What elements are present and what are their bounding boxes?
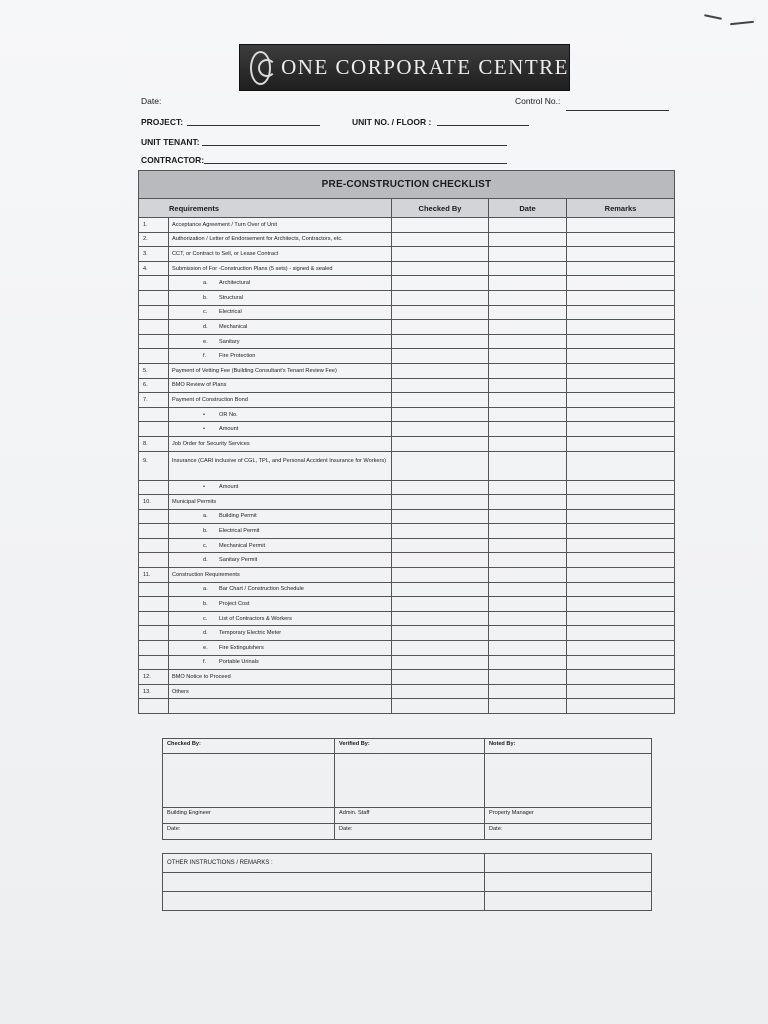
checked-by-cell[interactable] — [392, 524, 489, 539]
checked-by-cell[interactable] — [392, 480, 489, 495]
checked-by-cell[interactable] — [392, 290, 489, 305]
checked-by-signature-box[interactable] — [163, 754, 335, 808]
requirement-text: Electrical — [219, 309, 242, 316]
signoff-date-field[interactable]: Date: — [335, 824, 485, 840]
date-cell[interactable] — [489, 699, 567, 714]
requirement-cell — [169, 422, 392, 437]
requirement-text: Electrical Permit — [219, 528, 260, 535]
checklist-row — [139, 699, 675, 714]
date-cell[interactable] — [489, 641, 567, 656]
signoff-date-field[interactable]: Date: — [163, 824, 335, 840]
role-building-engineer: Building Engineer — [163, 808, 335, 824]
requirement-cell — [169, 597, 392, 612]
date-cell[interactable] — [489, 232, 567, 247]
requirement-text: Submission of For -Construction Plans (5 sets) - signed & sealed — [172, 265, 333, 272]
logo-emblem-icon — [250, 51, 271, 85]
checked-by-cell[interactable] — [392, 436, 489, 451]
checked-by-cell[interactable] — [392, 276, 489, 291]
row-number: 9. — [139, 451, 169, 480]
checklist-row — [139, 553, 675, 568]
checked-by-cell[interactable] — [392, 363, 489, 378]
checked-by-cell[interactable] — [392, 261, 489, 276]
remarks-cell[interactable] — [567, 568, 675, 583]
checklist-row — [139, 684, 675, 699]
remarks-cell[interactable] — [567, 480, 675, 495]
requirement-text: Sanitary Permit — [219, 557, 258, 564]
date-label: Date: — [141, 96, 162, 106]
requirement-text: Acceptance Agreement / Turn Over of Unit — [172, 221, 278, 228]
row-number: 4. — [139, 261, 169, 276]
checked-by-cell[interactable] — [392, 334, 489, 349]
requirement-cell — [169, 290, 392, 305]
remarks-cell[interactable] — [567, 655, 675, 670]
requirement-cell — [169, 641, 392, 656]
requirement-text: Project Cost — [219, 601, 250, 608]
requirement-text: BMO Review of Plans — [172, 382, 227, 389]
row-number: 3. — [139, 247, 169, 262]
requirement-text: Building Permit — [219, 513, 257, 520]
sub-item-marker: b. — [203, 528, 208, 535]
date-cell[interactable] — [489, 276, 567, 291]
row-number — [139, 305, 169, 320]
remarks-cell[interactable] — [567, 626, 675, 641]
date-cell[interactable] — [489, 378, 567, 393]
checklist-row — [139, 290, 675, 305]
signoff-table — [162, 738, 652, 840]
requirement-text: Construction Requirements — [172, 571, 240, 578]
sub-item-marker: d. — [203, 557, 208, 564]
unit-tenant-label: UNIT TENANT: — [141, 137, 200, 147]
requirement-cell — [169, 582, 392, 597]
row-number: 7. — [139, 393, 169, 408]
checklist-row — [139, 582, 675, 597]
row-number — [139, 597, 169, 612]
checklist-row — [139, 232, 675, 247]
requirement-text: Municipal Permits — [172, 498, 217, 505]
remarks-cell[interactable] — [567, 509, 675, 524]
row-number — [139, 422, 169, 437]
noted-by-header: Noted By: — [485, 739, 652, 754]
unit-tenant-field[interactable] — [202, 145, 507, 146]
requirement-cell — [169, 305, 392, 320]
checked-by-cell[interactable] — [392, 378, 489, 393]
checked-by-cell[interactable] — [392, 451, 489, 480]
date-cell[interactable] — [489, 553, 567, 568]
requirement-cell — [169, 553, 392, 568]
sub-item-marker: • — [203, 484, 205, 491]
date-cell[interactable] — [489, 538, 567, 553]
sub-item-marker: d. — [203, 323, 208, 330]
remarks-cell[interactable] — [567, 436, 675, 451]
requirement-cell — [169, 509, 392, 524]
checklist-row — [139, 407, 675, 422]
requirement-text: Insurance (CARI inclusive of CGL, TPL, and Personal Accident Insurance for Workers) — [172, 457, 387, 464]
other-instructions-cell[interactable] — [163, 892, 485, 911]
date-cell[interactable] — [489, 305, 567, 320]
sub-item-marker: f. — [203, 353, 207, 360]
row-number: 1. — [139, 218, 169, 233]
signoff-date-field[interactable]: Date: — [485, 824, 652, 840]
date-cell[interactable] — [489, 509, 567, 524]
date-cell[interactable] — [489, 436, 567, 451]
project-field[interactable] — [187, 125, 320, 126]
remarks-cell[interactable] — [567, 290, 675, 305]
requirement-cell — [169, 655, 392, 670]
remarks-cell[interactable] — [567, 363, 675, 378]
checked-by-cell[interactable] — [392, 597, 489, 612]
checklist-row — [139, 451, 675, 480]
project-label: PROJECT: — [141, 117, 184, 127]
sub-item-marker: a. — [203, 280, 208, 287]
remarks-cell[interactable] — [567, 320, 675, 335]
row-number: 2. — [139, 232, 169, 247]
remarks-cell[interactable] — [567, 524, 675, 539]
row-number: 10. — [139, 495, 169, 510]
checked-by-cell[interactable] — [392, 670, 489, 685]
requirement-cell — [169, 334, 392, 349]
checklist-row — [139, 363, 675, 378]
checked-by-cell[interactable] — [392, 509, 489, 524]
checked-by-cell[interactable] — [392, 422, 489, 437]
requirement-text: Authorization / Letter of Endorsement for Architects, Contractors, etc. — [172, 236, 343, 243]
checklist-row — [139, 305, 675, 320]
role-admin-staff: Admin. Staff — [335, 808, 485, 824]
row-number — [139, 553, 169, 568]
row-number: 6. — [139, 378, 169, 393]
date-cell[interactable] — [489, 247, 567, 262]
requirement-cell — [169, 320, 392, 335]
date-cell[interactable] — [489, 393, 567, 408]
row-number — [139, 582, 169, 597]
control-no-label: Control No.: — [515, 96, 561, 106]
sub-item-marker: b. — [203, 294, 208, 301]
row-number — [139, 509, 169, 524]
requirement-cell — [169, 436, 392, 451]
requirement-text: List of Contractors & Workers — [219, 615, 292, 622]
date-cell[interactable] — [489, 655, 567, 670]
checklist-row — [139, 597, 675, 612]
requirement-cell — [169, 684, 392, 699]
checked-by-cell[interactable] — [392, 582, 489, 597]
remarks-cell[interactable] — [567, 422, 675, 437]
checklist-row — [139, 393, 675, 408]
date-cell[interactable] — [489, 611, 567, 626]
row-number — [139, 524, 169, 539]
sub-item-marker: a. — [203, 586, 208, 593]
checklist-row — [139, 655, 675, 670]
requirement-text: Mechanical — [219, 323, 248, 330]
requirement-cell — [169, 495, 392, 510]
remarks-cell[interactable] — [567, 232, 675, 247]
column-header-checked-by: Checked By — [392, 199, 489, 218]
checklist-row — [139, 538, 675, 553]
remarks-cell[interactable] — [567, 582, 675, 597]
date-cell[interactable] — [489, 407, 567, 422]
checked-by-cell[interactable] — [392, 568, 489, 583]
remarks-cell[interactable] — [567, 495, 675, 510]
requirement-text: Temporary Electric Meter — [219, 630, 282, 637]
checklist-row — [139, 670, 675, 685]
checked-by-header: Checked By: — [163, 739, 335, 754]
requirement-cell — [169, 568, 392, 583]
sub-item-marker: • — [203, 426, 205, 433]
requirement-cell — [169, 670, 392, 685]
other-instructions-table — [162, 853, 652, 911]
contractor-field[interactable] — [204, 163, 507, 164]
remarks-cell[interactable] — [567, 378, 675, 393]
row-number — [139, 276, 169, 291]
checked-by-cell[interactable] — [392, 684, 489, 699]
checked-by-cell[interactable] — [392, 393, 489, 408]
requirement-text: Fire Protection — [219, 353, 256, 360]
checked-by-cell[interactable] — [392, 218, 489, 233]
row-number: 5. — [139, 363, 169, 378]
row-number: 12. — [139, 670, 169, 685]
date-cell[interactable] — [489, 495, 567, 510]
requirement-cell — [169, 276, 392, 291]
date-cell[interactable] — [489, 349, 567, 364]
checklist-row — [139, 626, 675, 641]
remarks-cell[interactable] — [567, 538, 675, 553]
remarks-cell[interactable] — [567, 218, 675, 233]
requirement-cell — [169, 451, 392, 480]
row-number — [139, 480, 169, 495]
requirement-cell — [169, 218, 392, 233]
checklist-row — [139, 218, 675, 233]
remarks-cell[interactable] — [567, 261, 675, 276]
checked-by-cell[interactable] — [392, 611, 489, 626]
remarks-cell[interactable] — [567, 334, 675, 349]
row-number — [139, 538, 169, 553]
checklist-row — [139, 611, 675, 626]
sub-item-marker: f. — [203, 659, 207, 666]
checked-by-cell[interactable] — [392, 320, 489, 335]
date-cell[interactable] — [489, 582, 567, 597]
date-cell[interactable] — [489, 451, 567, 480]
sub-item-marker: a. — [203, 513, 208, 520]
checked-by-cell[interactable] — [392, 538, 489, 553]
remarks-cell[interactable] — [567, 597, 675, 612]
row-number — [139, 699, 169, 714]
requirement-cell — [169, 480, 392, 495]
checklist-row — [139, 524, 675, 539]
column-header-remarks: Remarks — [567, 199, 675, 218]
checked-by-cell[interactable] — [392, 641, 489, 656]
remarks-cell[interactable] — [567, 553, 675, 568]
requirement-cell — [169, 261, 392, 276]
sub-item-marker: • — [203, 411, 205, 418]
remarks-cell[interactable] — [567, 641, 675, 656]
row-number — [139, 334, 169, 349]
remarks-cell[interactable] — [567, 247, 675, 262]
checked-by-cell[interactable] — [392, 626, 489, 641]
date-cell[interactable] — [489, 670, 567, 685]
requirement-cell — [169, 699, 392, 714]
column-header-requirements: Requirements — [139, 199, 392, 218]
other-instructions-cell[interactable] — [485, 873, 652, 892]
requirement-text: Structural — [219, 294, 243, 301]
sub-item-marker: c. — [203, 542, 208, 549]
column-header-date: Date — [489, 199, 567, 218]
checklist-row — [139, 436, 675, 451]
requirement-text: Payment of Construction Bond — [172, 396, 248, 403]
row-number — [139, 290, 169, 305]
requirement-cell — [169, 626, 392, 641]
date-cell[interactable] — [489, 320, 567, 335]
sub-item-marker: b. — [203, 601, 208, 608]
requirement-text: Fire Extinguishers — [219, 644, 264, 651]
role-property-manager: Property Manager — [485, 808, 652, 824]
remarks-cell[interactable] — [567, 670, 675, 685]
checked-by-cell[interactable] — [392, 305, 489, 320]
requirement-cell — [169, 611, 392, 626]
sub-item-marker: c. — [203, 309, 208, 316]
pre-construction-checklist — [138, 170, 675, 714]
date-cell[interactable] — [489, 422, 567, 437]
checklist-row — [139, 247, 675, 262]
requirement-text: BMO Notice to Proceed — [172, 674, 231, 681]
requirement-text: Amount — [219, 426, 239, 433]
date-cell[interactable] — [489, 363, 567, 378]
contractor-label: CONTRACTOR: — [141, 155, 205, 165]
requirement-cell — [169, 524, 392, 539]
checklist-row — [139, 320, 675, 335]
checked-by-cell[interactable] — [392, 495, 489, 510]
checked-by-cell[interactable] — [392, 407, 489, 422]
checked-by-cell[interactable] — [392, 553, 489, 568]
sub-item-marker: e. — [203, 644, 208, 651]
sub-item-marker: d. — [203, 630, 208, 637]
control-no-field[interactable] — [566, 110, 669, 111]
row-number — [139, 626, 169, 641]
verified-by-header: Verified By: — [335, 739, 485, 754]
checklist-title: PRE-CONSTRUCTION CHECKLIST — [139, 171, 675, 199]
requirement-cell — [169, 232, 392, 247]
requirement-text: Architectural — [219, 280, 251, 287]
requirement-text: Payment of Vetting Fee (Building Consultant's Tenant Review Fee) — [172, 367, 337, 374]
pen-marks — [704, 14, 760, 30]
requirement-cell — [169, 393, 392, 408]
checklist-row — [139, 378, 675, 393]
requirement-cell — [169, 407, 392, 422]
checklist-row — [139, 422, 675, 437]
checklist-row — [139, 495, 675, 510]
requirement-cell — [169, 349, 392, 364]
checklist-row — [139, 276, 675, 291]
checked-by-cell[interactable] — [392, 232, 489, 247]
checked-by-cell[interactable] — [392, 349, 489, 364]
requirement-text: Mechanical Permit — [219, 542, 266, 549]
date-cell[interactable] — [489, 480, 567, 495]
checked-by-cell[interactable] — [392, 655, 489, 670]
date-cell[interactable] — [489, 568, 567, 583]
checked-by-cell[interactable] — [392, 699, 489, 714]
other-instructions-cell[interactable] — [485, 854, 652, 873]
remarks-cell[interactable] — [567, 611, 675, 626]
requirement-cell — [169, 247, 392, 262]
noted-by-signature-box[interactable] — [485, 754, 652, 808]
checklist-row — [139, 568, 675, 583]
other-instructions-cell[interactable] — [163, 873, 485, 892]
date-cell[interactable] — [489, 218, 567, 233]
checked-by-cell[interactable] — [392, 247, 489, 262]
date-cell[interactable] — [489, 626, 567, 641]
remarks-cell[interactable] — [567, 407, 675, 422]
row-number — [139, 320, 169, 335]
row-number — [139, 611, 169, 626]
unit-floor-label: UNIT NO. / FLOOR : — [352, 117, 432, 127]
remarks-cell[interactable] — [567, 305, 675, 320]
requirement-cell — [169, 378, 392, 393]
other-instructions-label: OTHER INSTRUCTIONS / REMARKS : — [163, 854, 485, 873]
requirement-text: OR No. — [219, 411, 238, 418]
requirement-text: Others — [172, 688, 189, 695]
company-logo — [239, 44, 570, 91]
checklist-row — [139, 509, 675, 524]
date-cell[interactable] — [489, 524, 567, 539]
row-number — [139, 407, 169, 422]
requirement-text: Job Order for Security Services — [172, 440, 250, 447]
requirement-cell — [169, 538, 392, 553]
checklist-row — [139, 641, 675, 656]
row-number: 11. — [139, 568, 169, 583]
requirement-text: Sanitary — [219, 338, 240, 345]
sub-item-marker: e. — [203, 338, 208, 345]
date-cell[interactable] — [489, 261, 567, 276]
remarks-cell[interactable] — [567, 276, 675, 291]
logo-text: ONE CORPORATE CENTRE — [281, 55, 569, 79]
date-cell[interactable] — [489, 684, 567, 699]
unit-floor-field[interactable] — [437, 125, 529, 126]
row-number — [139, 349, 169, 364]
row-number — [139, 655, 169, 670]
remarks-cell[interactable] — [567, 393, 675, 408]
requirement-text: CCT, or Contract to Sell, or Lease Contract — [172, 250, 279, 257]
sub-item-marker: c. — [203, 615, 208, 622]
other-instructions-cell[interactable] — [485, 892, 652, 911]
remarks-cell[interactable] — [567, 451, 675, 480]
requirement-text: Bar Chart / Construction Schedule — [219, 586, 304, 593]
remarks-cell[interactable] — [567, 699, 675, 714]
date-cell[interactable] — [489, 597, 567, 612]
row-number: 13. — [139, 684, 169, 699]
requirement-text: Amount — [219, 484, 239, 491]
verified-by-signature-box[interactable] — [335, 754, 485, 808]
requirement-text: Portable Urinals — [219, 659, 259, 666]
checklist-row — [139, 261, 675, 276]
checklist-row — [139, 480, 675, 495]
date-cell[interactable] — [489, 334, 567, 349]
checklist-row — [139, 334, 675, 349]
date-cell[interactable] — [489, 290, 567, 305]
remarks-cell[interactable] — [567, 349, 675, 364]
row-number — [139, 641, 169, 656]
row-number: 8. — [139, 436, 169, 451]
requirement-cell — [169, 363, 392, 378]
remarks-cell[interactable] — [567, 684, 675, 699]
checklist-row — [139, 349, 675, 364]
